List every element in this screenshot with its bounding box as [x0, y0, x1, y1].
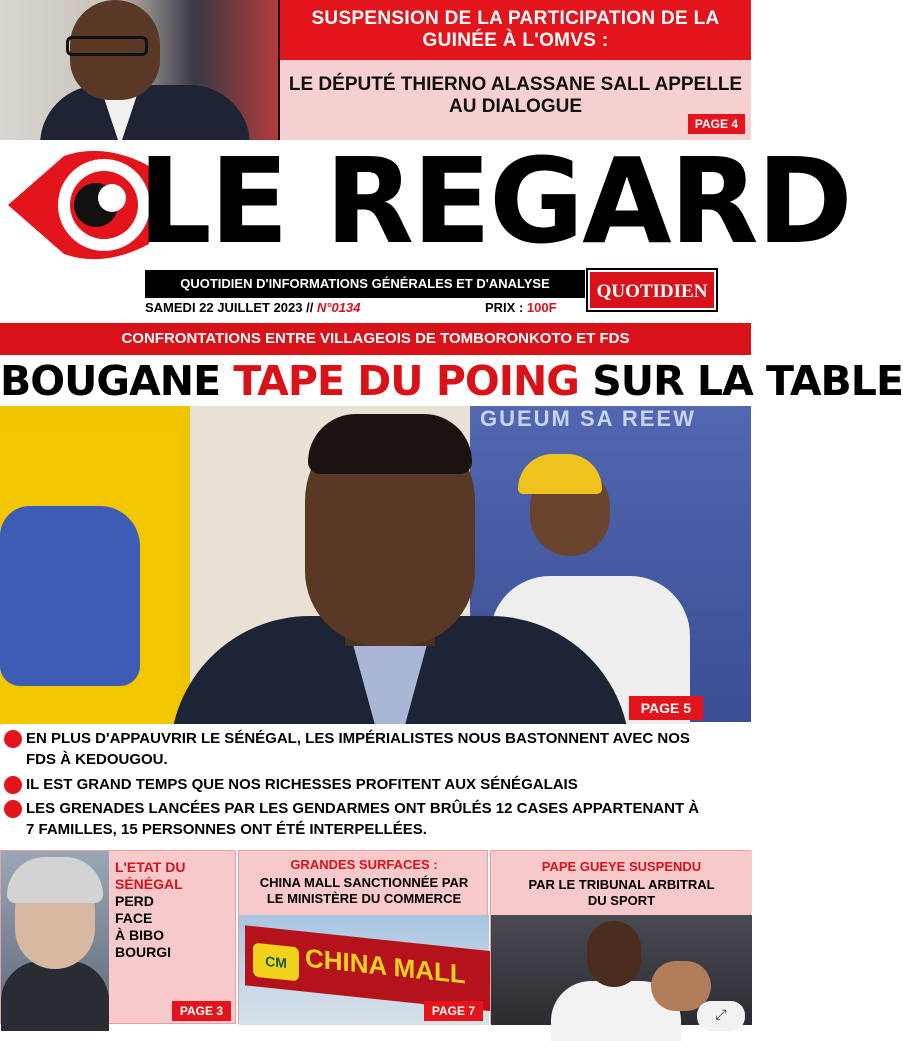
bottom-story-1-headline: L'ETAT DU SÉNÉGAL PERD FACE À BIBO BOURGI: [115, 859, 186, 960]
bottom-story-1-page-label: PAGE 3: [172, 1001, 231, 1021]
china-mall-sign-text: CHINA MALL: [305, 942, 466, 990]
top-story-page-label: PAGE 4: [688, 114, 745, 134]
bottom-story-3-kicker: PAPE GUEYE SUSPENDU: [541, 859, 702, 874]
overlay-expand-icon[interactable]: ⤢: [697, 1001, 745, 1031]
price-label: PRIX :: [485, 300, 524, 315]
bottom-stories: [0, 850, 751, 1024]
bottom-story-2: [238, 850, 488, 1024]
main-story-photo: [0, 406, 751, 722]
top-story-banner: [0, 0, 751, 140]
price: [485, 300, 557, 315]
top-story-photo: [0, 0, 278, 140]
quotidien-badge: QUOTIDIEN: [588, 270, 716, 310]
headline-part-2: TAPE DU POING: [233, 357, 579, 405]
main-story-kicker: CONFRONTATIONS ENTRE VILLAGEOIS DE TOMBORONKOTO ET FDS: [0, 323, 751, 355]
tagline: QUOTIDIEN D'INFORMATIONS GÉNÉRALES ET D'ANALYSE: [145, 270, 585, 298]
headline-part-1: BOUGANE: [0, 357, 221, 405]
price-value: 100F: [526, 300, 557, 315]
bullet-item: IL EST GRAND TEMPS QUE NOS RICHESSES PROFITENT AUX SÉNÉGALAIS: [4, 774, 578, 795]
dateline: [145, 300, 557, 315]
bullet-dot-icon: [4, 800, 22, 818]
bottom-story-1: [0, 850, 236, 1024]
masthead: [0, 132, 851, 320]
photo-banner-text: GUEUM SA REEW: [480, 406, 696, 431]
main-story-bullets: [0, 724, 751, 848]
bullet-item: EN PLUS D'APPAUVRIR LE SÉNÉGAL, LES IMPÉRIALISTES NOUS BASTONNENT AVEC NOS FDS À KEDOUGOU.: [4, 728, 690, 770]
china-mall-logo-icon: CM: [253, 943, 299, 982]
top-story-headline: SUSPENSION DE LA PARTICIPATION DE LA GUINÉE À L'OMVS :: [280, 0, 751, 60]
main-headline: [0, 356, 903, 406]
bottom-story-2-headline: CHINA MALL SANCTIONNÉE PAR LE MINISTÈRE DU COMMERCE: [259, 875, 469, 906]
issue-date: SAMEDI 22 JUILLET 2023 //: [145, 300, 314, 315]
bottom-story-2-kicker: GRANDES SURFACES :: [290, 857, 438, 872]
bullet-item: LES GRENADES LANCÉES PAR LES GENDARMES ONT BRÛLÉS 12 CASES APPARTENANT À 7 FAMILLES, 15 PERSONNES ONT ÉTÉ INTERPELLÉES.: [4, 798, 699, 840]
top-story-box: [280, 0, 751, 140]
eye-logo-icon: [4, 146, 154, 264]
top-story-subline: LE DÉPUTÉ THIERNO ALASSANE SALL APPELLE AU DIALOGUE: [288, 74, 743, 117]
fist-icon: [0, 506, 140, 686]
headline-part-3: SUR LA TABLE: [592, 357, 903, 405]
main-story-page-label: PAGE 5: [629, 696, 703, 720]
bottom-story-3-headline: PAR LE TRIBUNAL ARBITRAL DU SPORT: [528, 877, 715, 908]
issue-number: N°0134: [316, 300, 361, 315]
bullet-dot-icon: [4, 730, 22, 748]
bottom-story-3: [490, 850, 751, 1024]
bullet-dot-icon: [4, 776, 22, 794]
newspaper-title: LE REGARD: [138, 132, 851, 270]
bottom-story-2-page-label: PAGE 7: [424, 1001, 483, 1021]
bottom-story-1-photo: [1, 851, 109, 1025]
